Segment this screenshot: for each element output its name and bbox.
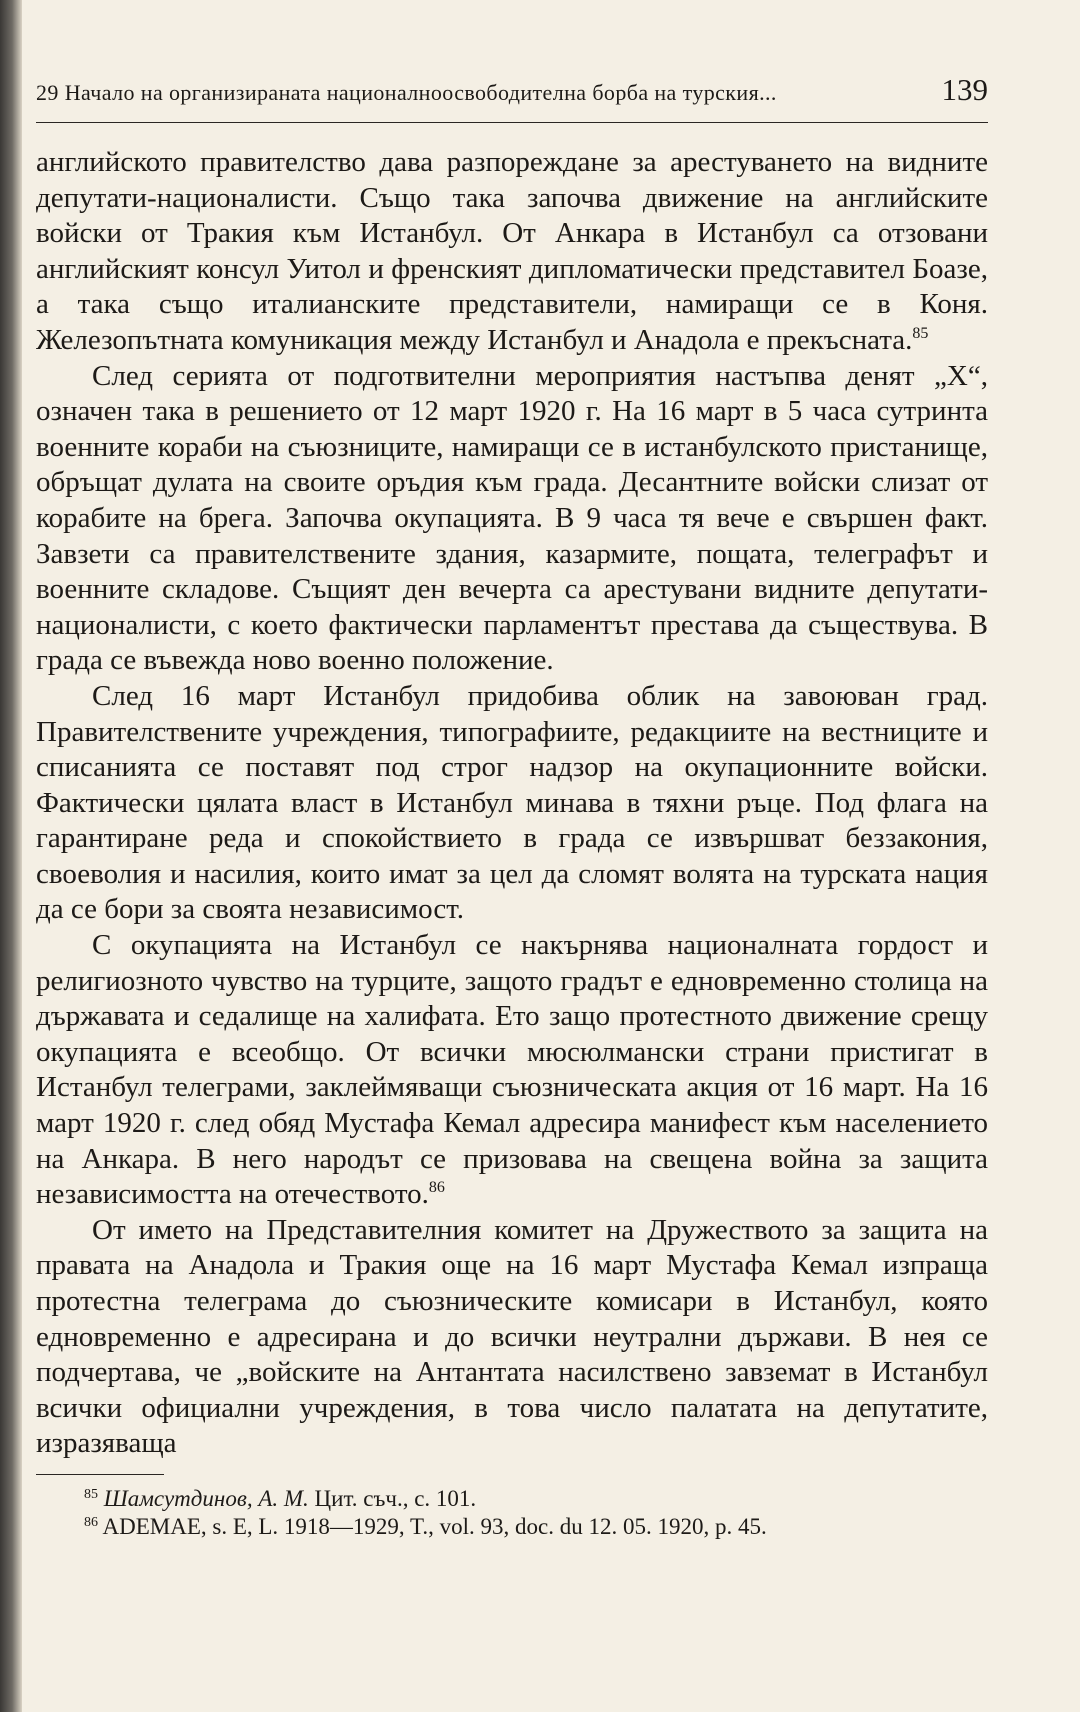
paragraph-4-text: С окупацията на Истанбул се накърнява националната гордост и религиозното чувство на турците, защото градът е едновременно столица на държавата и седалище на халифата. Ето защо протестното движение срещу окупацията е всеобщо. От всички мюсюлмански страни пристигат в Истанбул телеграми, заклеймяващи съюзническата акция от 16 март. На 16 март 1920 г. след обяд Мустафа Кемал адресира манифест към населението на Анкара. В него народът се призовава на свещена война за защита независимостта на отечеството. [36, 929, 988, 1211]
footnote-author: Шамсутдинов, А. М. [103, 1486, 309, 1511]
paragraph-4 [36, 928, 988, 1213]
footnote-86 [36, 1513, 936, 1541]
footnote-85 [36, 1485, 936, 1513]
paragraph-2: След серията от подготвителни мероприятия настъпва денят „Х“, означен така в решението от 12 март 1920 г. На 16 март в 5 часа сутринта военните кораби на съюзниците, намиращи се в истанбулското пристанище, обръщат дулата на своите оръдия към града. Десантните войски слизат от корабите на брега. Започва окупацията. В 9 часа тя вече е свършен факт. Завзети са правителствените здания, казармите, пощата, телеграфът и военните складове. Същият ден вечерта са арестувани видните депутати-националисти, с което фактически парламентът престава да съществува. В града се въвежда ново военно положение. [36, 359, 988, 677]
footnote-text: Цит. съч., с. 101. [308, 1486, 477, 1511]
footnote-number: 86 [84, 1515, 98, 1530]
book-spine-shadow [0, 0, 22, 1712]
paragraph-5: От името на Представителния комитет на Дружеството за защита на правата на Анадола и Тракия още на 16 март Мустафа Кемал изпраща протестна телеграма до съюзническите комисари в Истанбул, която едновременно е адресирана и до всички неутрални държави. В нея се подчертава, че „войските на Антантата насилствено завземат в Истанбул всички официални учреждения, в това число палатата на депутатите, изразяваща [36, 1213, 988, 1460]
paragraph-3: След 16 март Истанбул придобива облик на завоюван град. Правителствените учреждения, типографиите, редакциите на вестниците и списанията се поставят под строг надзор на окупационните войски. Фактически цялата власт в Истанбул минава в тяхни ръце. Под флага на гарантиране реда и спокойствието в града се извършват беззакония, своеволия и насилия, които имат за цел да сломят волята на турската нация да се бори за своята независимост. [36, 679, 988, 926]
page-number: 139 [941, 72, 988, 107]
page-body [36, 145, 988, 1462]
running-head [36, 70, 988, 123]
footnote-ref-86: 86 [428, 1179, 445, 1197]
footnote-ref-85: 85 [912, 324, 929, 342]
footnote-rule [36, 1474, 164, 1475]
running-head-title: 29 Начало на организираната националноосвободителна борба на турския... [36, 80, 777, 105]
paragraph-1 [36, 145, 988, 359]
footnote-text: ADEMAE, s. E, L. 1918—1929, T., vol. 93, doc. du 12. 05. 1920, p. 45. [102, 1514, 767, 1539]
footnote-number: 85 [84, 1487, 98, 1502]
footnotes [36, 1474, 936, 1541]
book-page [36, 70, 988, 1462]
paragraph-1-text: английското правителство дава разпореждане за арестуването на видните депутати-националисти. Също така започва движение на английските войски от Тракия към Истанбул. От Анкара в Истанбул са отзовани английският консул Уитол и френският дипломатически представител Боазе, а така също италианските представители, намиращи се в Коня. Железопътната комуникация между Истанбул и Анадола е прекъсната. [36, 146, 988, 356]
